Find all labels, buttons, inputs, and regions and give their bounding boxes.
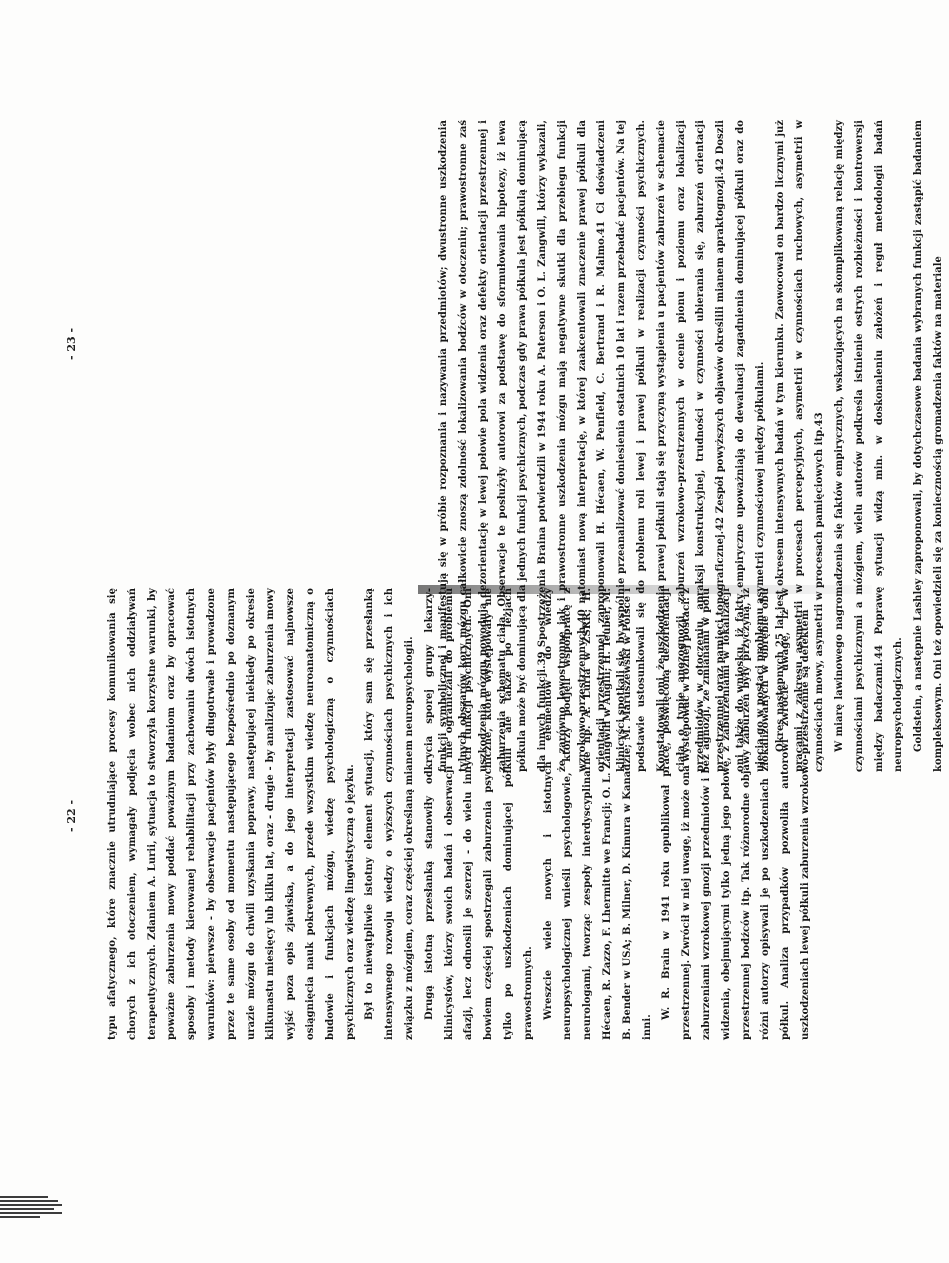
page-number-left: - 22 - xyxy=(65,799,78,832)
paragraph: funkcji symbolicznej i manifestują się w próbie rozpoznania i nazywania przedmiotów; dwustronne uszkodzenia tylnych obszarów kory mózgu całkowicie znoszą zdolność lokalizowania bodźców w otoczeniu; prawostronne zaś uszkodzenia mózgu powodują dezorientację w lewej połowie pola widzenia oraz defekty orientacji przestrzennej i zaburzenia schematu ciała. Obserwacje te posłużyły autorowi za podstawę do sformułowania hipotezy, iż lewa półkula może być dominującą dla jednych funkcji psychicznych, podczas gdy prawa półkula jest półkulą dominującą dla innych funkcji.39 Spostrzeżenia Braina potwierdzili w 1944 roku A. Paterson i O. L. Zangwill, którzy wykazali, że zarówno lewostronne jak i prawostronne uszkodzenia mózgu mają negatywne skutki dla przebiegu funkcji wzrokowo-przestrzennych,40 natomiast nową interpretację, w której zaakcentowali znaczenie prawej półkuli dla orientacji przestrzennej, zaproponowali H. Hécaen, W. Penfield, C. Bertrand i R. Malmo.41 Ci doświadczeni klinicyści spotkali się, by wspólnie przeanalizować doniesienia ostatnich 10 lat i razem przebadać pacjentów. Na tej podstawie ustosunkowali się do problemu roli lewej i prawej półkuli w realizacji czynności psychicznych. Konstatowali oni, że uszkodzenia prawej półkuli stają się przyczyną wystąpienia u pacjentów zaburzeń w schemacie ciała o typie anozognozji, zaburzeń wzrokowo-przestrzennych w ocenie pionu i poziomu oraz lokalizacji przedmiotów w otoczeniu, apraksji konstrukcyjnej, trudności w czynności ubierania się, zaburzeń orientacji przestrzennej oraz pamięci topograficznej.42 Zespół powyższych objawów określili mianem apraktognozji.42 Doszli oni także do wniosku, iż fakty empiryczne upoważniają do dewaluacji zagadnienia dominującej półkuli oraz do ujęcia go w postaci problemu asymetrii czynnościowej między półkulami. xyxy=(438,120,766,772)
paragraph: Był to niewątpliwie istotny element sytuacji, który sam się przesłanką intensywnego rozwoju wiedzy o wyższych czynnościach psychicznych i ich związku z mózgiem, coraz częściej określaną mianem neuropsychologii. xyxy=(364,588,415,1040)
paragraph: W miarę lawinowego nagromadzenia się faktów empirycznych, wskazujących na skomplikowaną relację między czynnościami psychicznymi a mózgiem, wielu autorów podkreśla istnienie ostrych rozbieżności i kontrowersji między badaczami.44 Poprawę sytuacji widzą min. w doskonaleniu założeń i reguł metodologii badań neuropsychologicznych. xyxy=(833,120,905,772)
page-number-right: - 23 - xyxy=(65,327,78,360)
paragraph: Goldstein, a następnie Lashley zaproponowali, by dotychczasowe badania wybranych funkcji zastąpić badaniem kompleksowym. Oni też opowiedzieli się za koniecznością gromadzenia faktów na materiale xyxy=(913,120,944,772)
scan-artifact xyxy=(0,1196,62,1230)
right-page-text-column xyxy=(434,120,944,772)
paragraph: Drugą istotną przesłanką stanowiły odkrycia sporej grupy lekarzy-klinicystów, którzy swoich badań i obserwacji nie ograniczali do problemu afazji, lecz odnosili je szerzej - do wielu innych funkcji psychicznych. Oni bowiem częściej spostrzegali zaburzenia psychiczne, które występowały nie tylko po uszkodzeniach dominującej półkuli ale także po lezjach prawostronnych. xyxy=(423,588,534,1040)
paragraph: W. R. Brain w 1941 roku opublikował pracę, poświęconą dezorientacji przestrzennej. Zwrócił w niej uwagę, iż może ona występować w różnej postaci: z zaburzeniami wzrokowej gnozji przedmiotów i bez agnozji, ze zmianami w polu widzenia, obejmującymi tylko jedną jego połowę, z zaburzeniami w lokalizacji przestrzennej bodźców itp. Tak różnorodne objawy zaburzeń były przyczyną, iż różni autorzy opisywali je po uszkodzeniach zlokalizowanych w obrębie obu półkul. Analiza przypadków pozwoliła autorowi zwrócić uwagę, iż w uszkodzeniach lewej półkuli zaburzenia wzrokowo-przestrzenne są defektem xyxy=(661,588,811,1040)
paragraph: Okres następnych 25 lat jest okresem intensywnych badań w tym kierunku. Zaowocował on bardzo licznymi już pracami z zakresu asymetrii w procesach percepcyjnych, asymetrii w czynnościach ruchowych, asymetrii w czynnościach mowy, asymetrii w procesach pamięciowych itp.43 xyxy=(774,120,826,772)
paragraph: Wreszcie wiele nowych i istotnych elementów do wiedzy neuropsychologicznej wnieśli psychologowie, którzy podjęli współpracę z neurologami, tworząc zespoły interdyscyplinarne np. A. Luria w ZSRR; H. Hécaen, R. Zazzo, F. Lhermitte we Francji; O. L. Zangwill w Anglii; H. Teuber, M. B. Bender w USA; B. Milner, D. Kimura w Kanadzie; M. Maruszewski w Polsce i inni. xyxy=(542,588,653,1040)
left-page-text-column xyxy=(103,588,811,1040)
paragraph: typu afatycznego, które znacznie utrudniające procesy komunikowania się chorych z ich otoczeniem, wymagały podjęcia wobec nich oddziaływań terapeutycznych. Zdaniem A. Lurii, sytuacja to stworzyła korzystne warunki, by poważne zaburzenia mowy poddać poważnym badaniom oraz by opracować sposoby i metody kierowanej rehabilitacji przy zachowaniu dwóch istotnych warunków: pierwsze - by obserwacje pacjentów były długotrwałe i prowadzone przez te same osoby od momentu następującego bezpośrednio po doznanym urazie mózgu do chwili uzyskania poprawy, następującej niekiedy po okresie kilkunastu miesięcy lub kilku lat, oraz - drugie - by analizując zaburzenia mowy wyjść poza opis zjawiska, a do jego interpretacji zastosować najnowsze osiągnięcia nauk pokrewnych, przede wszystkim wiedzę neuroanatomiczną o budowie i funkcjach mózgu, wiedzę psychologiczną o czynnościach psychicznych oraz wiedzę lingwistyczną o języku. xyxy=(107,588,356,1040)
